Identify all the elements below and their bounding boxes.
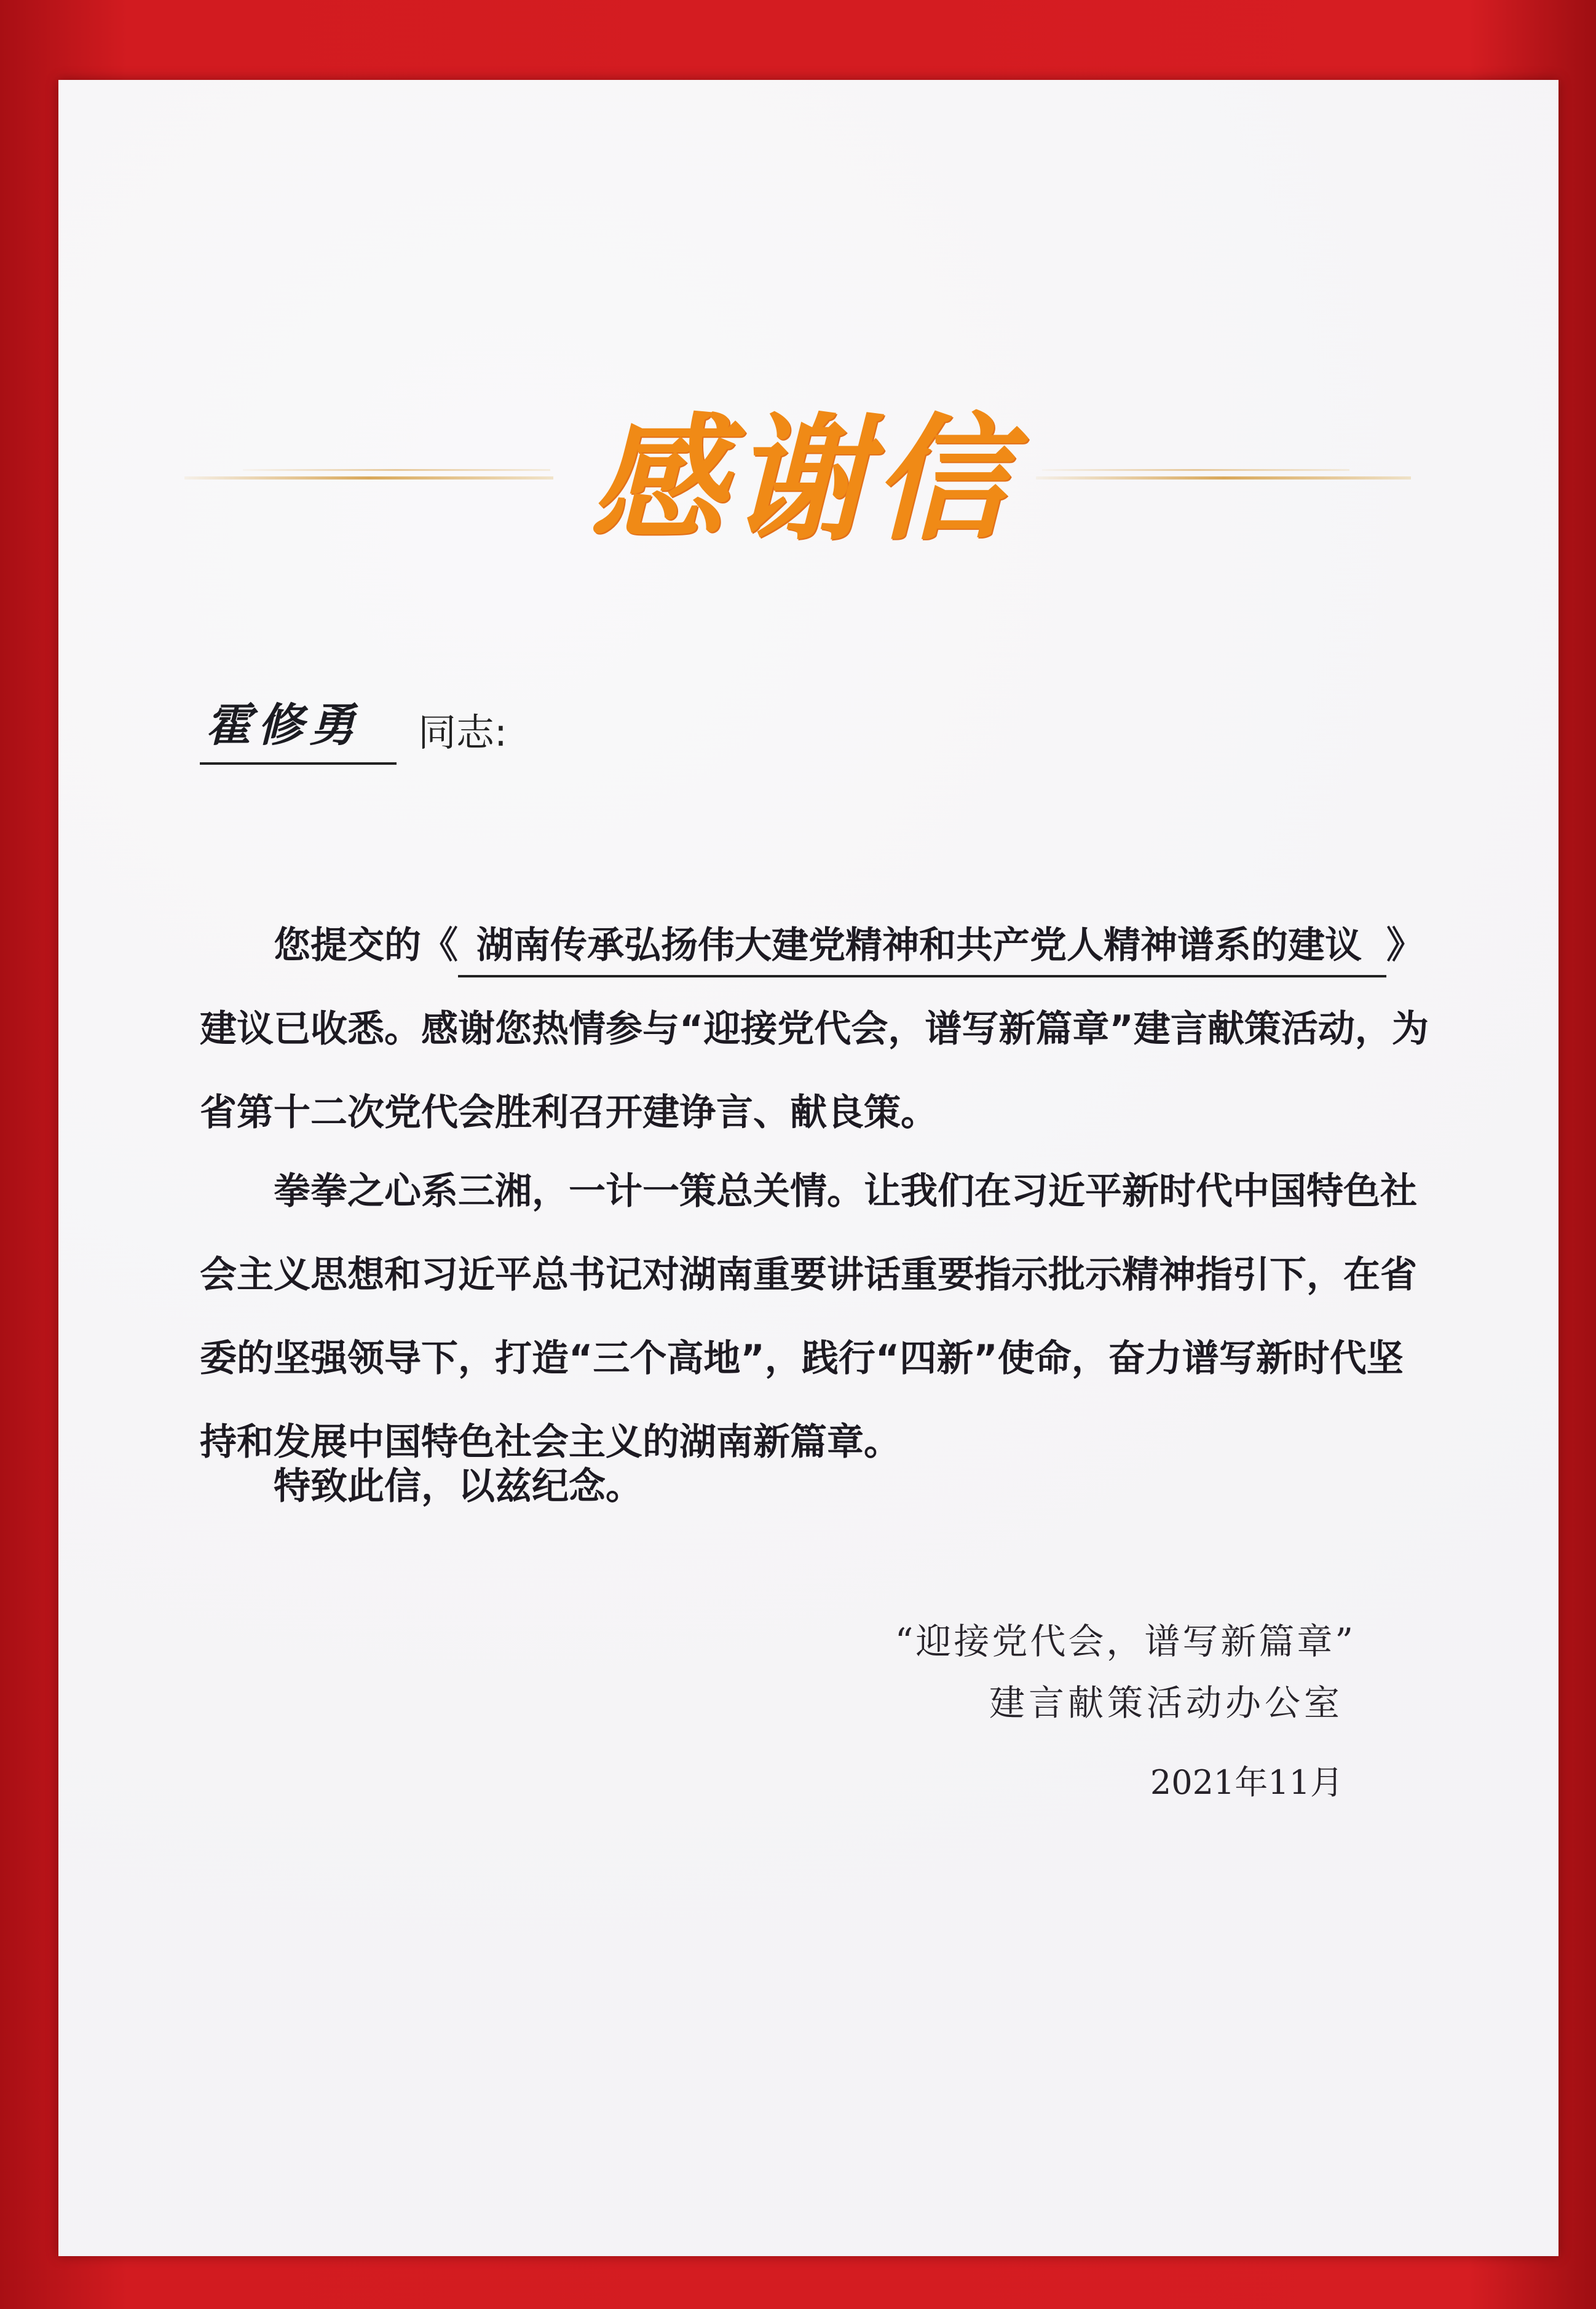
letter-paper xyxy=(58,80,1558,2256)
proposal-title: 湖南传承弘扬伟大建党精神和共产党人精神谱系的建议 xyxy=(458,916,1386,977)
paragraph-3: 特致此信，以兹纪念。 xyxy=(274,1465,642,1508)
title-decor-line-left xyxy=(184,476,553,480)
recipient-name: 霍修勇 xyxy=(200,695,397,765)
title-decor-line-right-thin xyxy=(1042,469,1349,471)
p1-prefix: 您提交的《 xyxy=(274,924,458,967)
signature-office: 建言献策活动办公室 xyxy=(989,1682,1343,1724)
paragraph-2: 拳拳之心系三湘，一计一策总关情。让我们在习近平新时代中国特色社会主义思想和习近平总书记对湖南重要讲话重要指示批示精神指引下，在省委的坚强领导下，打造“三个高地”，践行“四新”使命，奋力谱写新时代坚持和发展中国特色社会主义的湖南新篇章。 xyxy=(200,1170,1417,1464)
signature-date: 2021年11月 xyxy=(1150,1763,1343,1802)
title-row xyxy=(58,400,1558,559)
letter-title: 感谢信 xyxy=(590,401,1014,558)
paragraph-1 xyxy=(200,904,1436,1154)
title-decor-line-right xyxy=(1036,476,1411,480)
p1-rest: 》建议已收悉。感谢您热情参与“迎接党代会，谱写新篇章”建言献策活动，为省第十二次党代会胜利召开建诤言、献良策。 xyxy=(200,924,1429,1134)
title-decor-line-left-thin xyxy=(243,469,550,471)
salutation-suffix: 同志: xyxy=(418,710,507,755)
signature-block xyxy=(735,1611,1356,1814)
signature-campaign: “迎接党代会，谱写新篇章” xyxy=(895,1620,1356,1662)
